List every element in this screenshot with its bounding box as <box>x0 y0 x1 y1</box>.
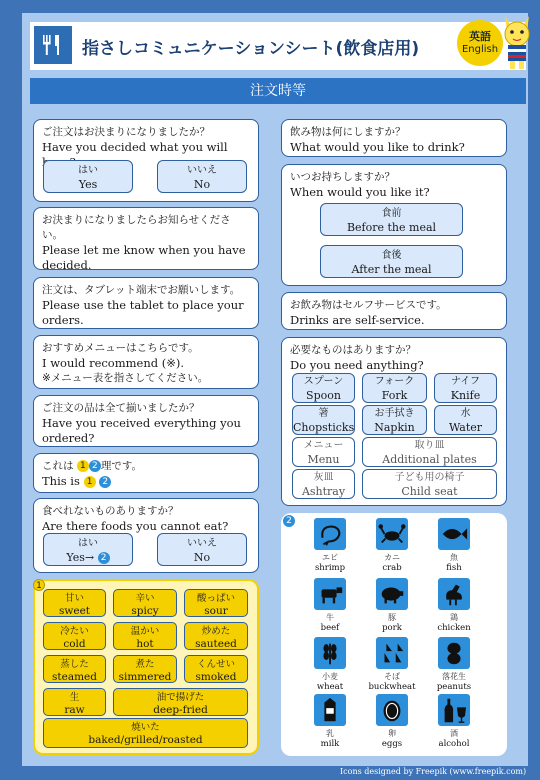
need-napkin-button[interactable] <box>362 405 427 435</box>
decided-no-jp: いいえ <box>187 165 217 176</box>
allergen-jp: 鶏 <box>450 613 458 622</box>
milk-icon <box>314 694 346 726</box>
this-is-jp-prefix: これは <box>42 460 74 472</box>
cooking-style-en: sour <box>204 605 228 617</box>
cooking-style-jp: 辛い <box>135 593 155 604</box>
cooking-style-en: smoked <box>195 671 237 683</box>
cooking-style-jp: 生 <box>69 692 80 703</box>
need-item-jp: 子ども用の椅子 <box>394 472 465 483</box>
allergen-jp: カニ <box>384 553 400 562</box>
pig-icon <box>376 578 408 610</box>
need-item-jp: フォーク <box>374 376 415 387</box>
need-plates-button[interactable] <box>362 437 497 467</box>
need-item-en: Menu <box>307 453 340 466</box>
cooking-style-en: steamed <box>52 671 97 683</box>
need-item-jp: 箸 <box>318 408 329 419</box>
need-item-en: Water <box>448 421 483 434</box>
allergen-en: crab <box>382 563 402 573</box>
before-meal-en: Before the meal <box>346 221 437 234</box>
card-drink <box>281 119 507 157</box>
cooking-style-button[interactable] <box>43 589 106 617</box>
number-badge-2: 2 <box>99 476 111 488</box>
allergen-en: milk <box>320 739 340 749</box>
allergen-item[interactable] <box>425 637 483 692</box>
need-item-jp: 灰皿 <box>313 472 334 483</box>
cooking-style-button[interactable] <box>43 655 106 683</box>
need-fork-button[interactable] <box>362 373 427 403</box>
cooking-style-button[interactable] <box>113 655 177 683</box>
card-self-service-en: Drinks are self-service. <box>290 313 425 327</box>
card-let-know-en: Please let me know when you have decided. <box>42 243 246 272</box>
cooking-style-button[interactable] <box>43 688 106 716</box>
cooking-style-en: hot <box>136 638 154 650</box>
mascot-icon <box>497 12 537 70</box>
need-item-jp: ナイフ <box>451 376 480 387</box>
allergen-jp: 豚 <box>388 613 396 622</box>
shrimp-icon <box>314 518 346 550</box>
need-knife-button[interactable] <box>434 373 497 403</box>
allergen-jp: 乳 <box>326 729 334 738</box>
allergen-item[interactable] <box>363 518 421 573</box>
cooking-style-jp: 冷たい <box>60 626 89 637</box>
allergen-jp: そば <box>384 672 400 681</box>
need-item-en: Child seat <box>401 485 458 498</box>
allergen-jp: 牛 <box>326 613 334 622</box>
need-item-jp: 水 <box>460 408 471 419</box>
need-spoon-button[interactable] <box>292 373 355 403</box>
need-menu-button[interactable] <box>292 437 355 467</box>
card-decided-en: Have you decided what you will <box>42 140 228 154</box>
allergen-en: peanuts <box>436 682 472 692</box>
cannot-eat-yes-button[interactable] <box>43 533 133 566</box>
need-item-en: Fork <box>381 389 408 402</box>
allergen-item[interactable] <box>425 578 483 633</box>
allergen-jp: エビ <box>322 553 338 562</box>
allergen-item[interactable] <box>363 694 421 749</box>
need-chopsticks-button[interactable] <box>292 405 355 435</box>
this-is-en-prefix: This is <box>42 474 80 488</box>
cooking-style-jp: くんせい <box>196 659 235 670</box>
crab-icon <box>376 518 408 550</box>
cooking-style-en: baked/grilled/roasted <box>88 734 203 746</box>
cooking-style-en: sauteed <box>195 638 237 650</box>
bottle-icon <box>438 694 470 726</box>
allergen-jp: 落花生 <box>442 672 466 681</box>
cooking-style-button[interactable] <box>113 688 248 716</box>
cooking-style-jp: 煮た <box>135 659 155 670</box>
panel-number-2: 2 <box>283 515 295 527</box>
after-meal-button[interactable] <box>320 245 463 278</box>
allergen-item[interactable] <box>301 694 359 749</box>
need-item-en: Additional plates <box>382 453 477 466</box>
allergen-en: buckwheat <box>368 682 416 692</box>
language-badge-jp: 英語 <box>469 30 491 43</box>
card-self-service-jp: お飲み物はセルフサービスです。 <box>290 299 447 311</box>
cooking-style-en: deep-fried <box>153 704 208 716</box>
card-tablet <box>33 277 259 329</box>
need-item-jp: メニュー <box>303 440 344 451</box>
language-badge-en: English <box>461 44 499 55</box>
number-badge-1: 1 <box>77 460 89 472</box>
fish-icon <box>438 518 470 550</box>
card-when-en: When would you like it? <box>290 185 430 199</box>
before-meal-button[interactable] <box>320 203 463 236</box>
card-drink-jp: 飲み物は何にしますか？ <box>290 126 406 138</box>
card-need-en: Do you need anything? <box>290 358 424 372</box>
cooking-style-button[interactable] <box>43 718 248 748</box>
allergen-jp: 魚 <box>450 553 458 562</box>
cooking-style-jp: 酸っぱい <box>196 593 235 604</box>
need-ashtray-button[interactable] <box>292 469 355 499</box>
buckwheat-icon <box>376 637 408 669</box>
card-received <box>33 395 259 447</box>
this-is-jp-suffix: 理です。 <box>100 460 143 472</box>
need-item-jp: スプーン <box>303 376 344 387</box>
number-badge-2: 2 <box>98 552 110 564</box>
card-tablet-en: Please use the tablet to place your orders. <box>42 298 244 327</box>
allergen-en: chicken <box>437 623 471 633</box>
number-badge-2: 2 <box>89 460 101 472</box>
cow-icon <box>314 578 346 610</box>
allergen-en: pork <box>382 623 402 633</box>
allergen-item[interactable] <box>425 518 483 573</box>
chicken-icon <box>438 578 470 610</box>
cooking-style-jp: 蒸した <box>60 659 89 670</box>
page-title: 指さしコミュニケーションシート(飲食店用) <box>82 39 420 59</box>
cooking-style-button[interactable] <box>43 622 106 650</box>
card-self-service <box>281 292 507 330</box>
need-item-jp: お手拭き <box>374 408 415 419</box>
card-recommend-jp: おすすめメニューはこちらです。 <box>42 342 199 354</box>
cooking-style-en: raw <box>64 704 85 716</box>
cannot-eat-no-jp: いいえ <box>187 538 217 549</box>
card-let-know <box>33 207 259 270</box>
cooking-style-button[interactable] <box>184 622 248 650</box>
cooking-style-en: simmered <box>118 671 172 683</box>
need-water-button[interactable] <box>434 405 497 435</box>
cannot-eat-no-button[interactable] <box>157 533 247 566</box>
allergen-en: beef <box>320 623 340 633</box>
cooking-style-en: cold <box>63 638 86 650</box>
need-item-en: Knife <box>450 389 481 402</box>
fork-knife-icon <box>34 26 72 64</box>
card-this-is-jp <box>42 459 250 474</box>
decided-yes-jp: はい <box>78 165 98 176</box>
cooking-style-button[interactable] <box>184 655 248 683</box>
cannot-eat-yes-jp: はい <box>78 538 98 549</box>
card-when-jp: いつお持ちしますか？ <box>290 171 395 183</box>
allergen-en: eggs <box>381 739 403 749</box>
icon-credit: Icons designed by Freepik (www.freepik.com) <box>340 767 527 776</box>
cannot-eat-yes-en: Yes→ <box>66 551 95 564</box>
allergen-item[interactable] <box>425 694 483 749</box>
decided-yes-en: Yes <box>78 178 98 191</box>
peanut-icon <box>438 637 470 669</box>
allergen-en: wheat <box>316 682 344 692</box>
card-received-en: Have you received everything you ordered? <box>42 416 241 445</box>
need-item-en: Chopsticks <box>293 421 355 434</box>
cooking-style-button[interactable] <box>113 589 177 617</box>
allergen-en: fish <box>446 563 462 573</box>
header <box>30 22 526 70</box>
cooking-style-jp: 温かい <box>130 626 160 637</box>
card-need-jp: 必要なものはありますか？ <box>290 344 416 356</box>
allergen-item[interactable] <box>301 637 359 692</box>
card-this-is <box>33 453 259 493</box>
allergen-item[interactable] <box>363 578 421 633</box>
decided-no-button[interactable] <box>157 160 247 193</box>
cooking-style-jp: 焼いた <box>131 722 160 733</box>
cooking-style-en: sweet <box>58 605 91 617</box>
before-meal-jp: 食前 <box>381 208 402 219</box>
cooking-style-button[interactable] <box>113 622 177 650</box>
allergen-item[interactable] <box>301 578 359 633</box>
after-meal-en: After the meal <box>351 263 432 276</box>
decided-yes-button[interactable] <box>43 160 133 193</box>
card-cannot-eat-jp: 食べれないものありますか？ <box>42 505 179 517</box>
number-badge-1: 1 <box>84 476 96 488</box>
need-item-en: Napkin <box>374 421 415 434</box>
card-this-is-en <box>42 474 250 489</box>
allergen-item[interactable] <box>363 637 421 692</box>
card-recommend-note: ※メニュー表を指さしてください。 <box>42 372 209 384</box>
cooking-style-jp: 油で揚げた <box>156 692 205 703</box>
allergen-en: shrimp <box>314 563 346 573</box>
egg-icon <box>376 694 408 726</box>
card-cannot-eat-en: Are there foods you cannot eat? <box>42 519 229 533</box>
cannot-eat-no-en: No <box>193 551 211 564</box>
cooking-style-en: spicy <box>131 605 159 617</box>
card-recommend-en: I would recommend (※). <box>42 356 185 370</box>
after-meal-jp: 食後 <box>381 250 402 261</box>
need-child-seat-button[interactable] <box>362 469 497 499</box>
decided-no-en: No <box>193 178 211 191</box>
card-tablet-jp: 注文は、タブレット端末でお願いします。 <box>42 284 241 296</box>
card-let-know-jp: お決まりになりましたらお知らせください。 <box>42 214 231 241</box>
need-item-en: Spoon <box>306 389 341 402</box>
allergen-item[interactable] <box>301 518 359 573</box>
card-decided-jp: ご注文はお決まりになりましたか？ <box>42 126 210 138</box>
card-recommend <box>33 335 259 389</box>
cooking-style-jp: 炒めた <box>201 626 231 637</box>
card-received-jp: ご注文の品は全て揃いましたか？ <box>42 402 200 414</box>
allergen-jp: 卵 <box>388 729 396 738</box>
allergen-en: alcohol <box>438 739 470 749</box>
panel-number-1: 1 <box>33 579 45 591</box>
card-drink-en: What would you like to drink? <box>290 140 465 154</box>
cooking-style-jp: 甘い <box>64 593 84 604</box>
cooking-style-button[interactable] <box>184 589 248 617</box>
wheat-icon <box>314 637 346 669</box>
section-heading: 注文時等 <box>30 78 526 104</box>
allergen-jp: 小麦 <box>322 672 338 681</box>
need-item-jp: 取り皿 <box>414 440 445 451</box>
need-item-en: Ashtray <box>301 485 346 498</box>
allergen-jp: 酒 <box>450 729 458 738</box>
